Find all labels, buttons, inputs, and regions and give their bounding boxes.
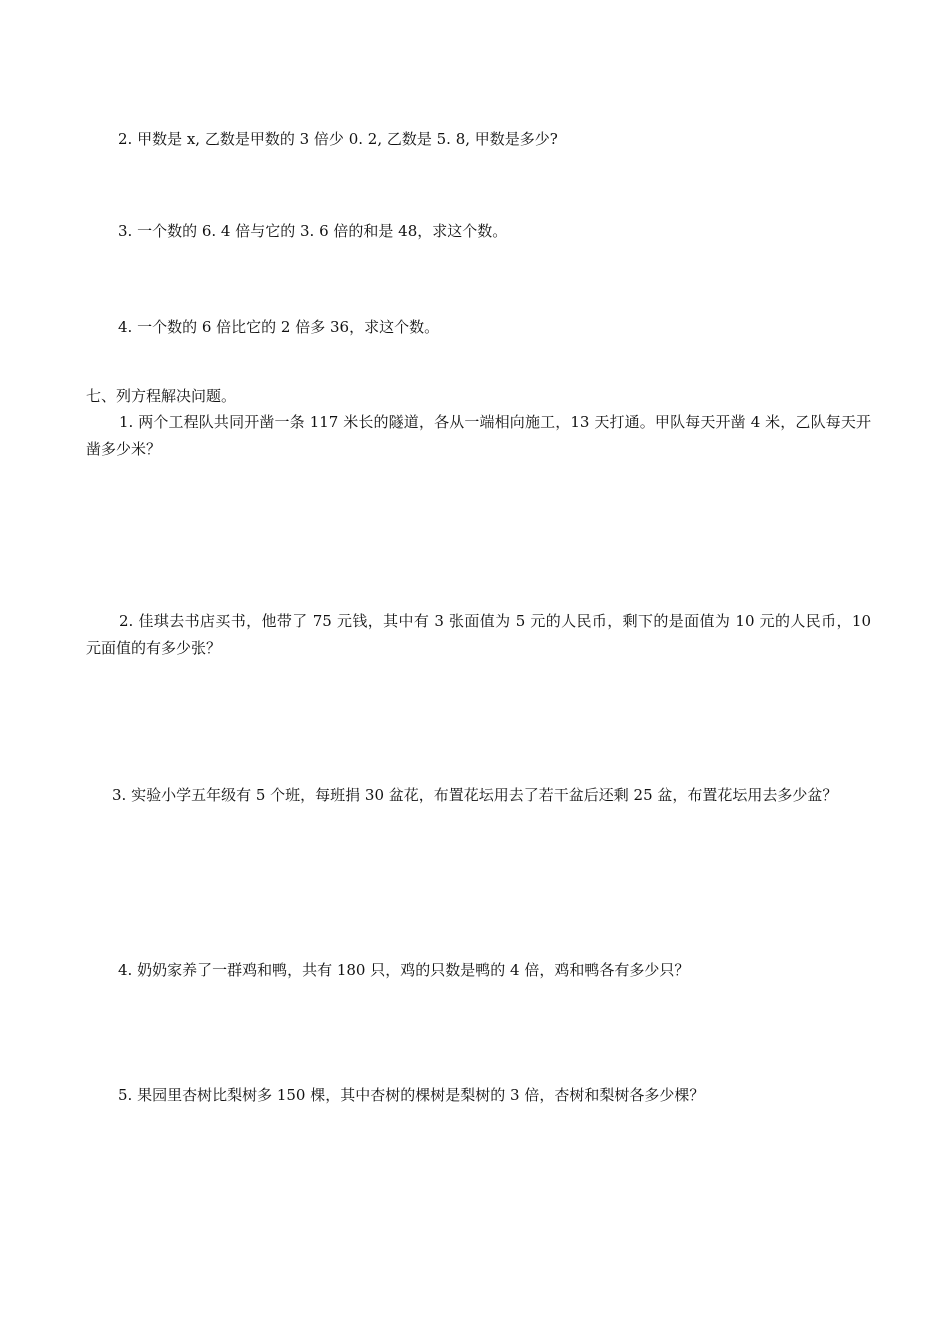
word-problem-2: 2. 佳琪去书店买书，他带了 75 元钱，其中有 3 张面值为 5 元的人民币，剩下的是面值为 10 元的人民币，10 元面值的有多少张？: [86, 612, 871, 657]
word-problem-1: 1. 两个工程队共同开凿一条 117 米长的隧道，各从一端相向施工，13 天打通。甲队每天开凿 4 米，乙队每天开凿多少米？: [86, 413, 871, 458]
word-problem-5: 5. 果园里杏树比梨树多 150 棵，其中杏树的棵树是梨树的 3 倍，杏树和梨树各多少棵？: [118, 1086, 705, 1104]
equation-question-2: 2. 甲数是 x, 乙数是甲数的 3 倍少 0. 2, 乙数是 5. 8, 甲数是多少?: [118, 130, 558, 148]
word-problem-4: 4. 奶奶家养了一群鸡和鸭，共有 180 只，鸡的只数是鸭的 4 倍，鸡和鸭各有多少只？: [118, 961, 690, 979]
equation-question-4: 4. 一个数的 6 倍比它的 2 倍多 36，求这个数。: [118, 318, 440, 336]
section-seven-heading: 七、列方程解决问题。: [86, 387, 237, 405]
equation-question-3: 3. 一个数的 6. 4 倍与它的 3. 6 倍的和是 48，求这个数。: [118, 222, 508, 240]
word-problem-3: 3. 实验小学五年级有 5 个班，每班捐 30 盆花，布置花坛用去了若干盆后还剩 25 盆，布置花坛用去多少盆？: [112, 786, 838, 804]
